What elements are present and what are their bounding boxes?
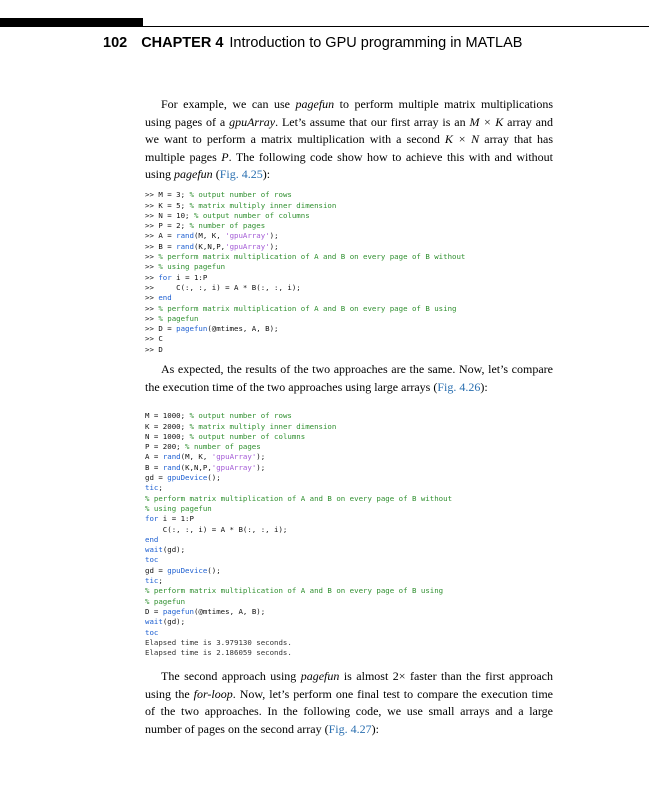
code-block-pagefun-example: >> M = 3; % output number of rows >> K = 5; % matrix multiply inner dimension >> N = 10; % output number of columns >> P = 2; % number of pages >> A = rand(M, K, 'gpuArray'); >> B = rand(K,N,P,'gpuArray'); >> % perform matrix multiplication of A and B on every page of B without >> % using pagefun >> for i = 1:P >> C(:, :, i) = A * B(:, :, i); >> end >> % perform matrix multiplication of A and B on every page of B using >> % pagefun >> D = pagefun(@mtimes, A, B); >> C >> D: [145, 190, 466, 354]
paragraph-conclusion: The second approach using pagefun is almost 2× faster than the first approach using the for-loop. Now, let’s perform one final test to compare the execution time of the two approaches. In the following code, we use small arrays and a large number of pages on the second array (Fig. 4.27):: [145, 669, 553, 736]
code-block-timing-comparison: M = 1000; % output number of rows K = 2000; % matrix multiply inner dimension N = 1000; % output number of columns P = 200; % number of pages A = rand(M, K, 'gpuArray'); B = rand(K,N,P,'gpuArray'); gd = gpuDevice(); tic; % perform matrix multiplication of A and B on every page of B without % using pagefun for i = 1:P C(:, :, i) = A * B(:, :, i); end wait(gd); toc gd = gpuDevice(); tic; % perform matrix multiplication of A and B on every page of B using % pagefun D = pagefun(@mtimes, A, B); wait(gd); toc Elapsed time is 3.979130 seconds. Elapsed time is 2.186059 seconds.: [145, 411, 453, 658]
figure-link-4-26[interactable]: Fig. 4.26: [437, 379, 481, 394]
paragraph-comparison: As expected, the results of the two approaches are the same. Now, let’s compare the execution time of the two approaches using large arrays (Fig. 4.26):: [145, 362, 553, 394]
paragraph-intro: For example, we can use pagefun to perform multiple matrix multiplications using pages of a gpuArray. Let’s assume that our first array is an M × K array and we want to perform a matrix multiplication with a second K × N array that has multiple pages P. The following code show how to achieve this with and without using pagefun (Fig. 4.25):: [145, 97, 554, 181]
header-rule: [143, 26, 649, 27]
figure-link-4-25[interactable]: Fig. 4.25: [219, 167, 263, 181]
header-black-bar: [0, 18, 143, 27]
page-number: 102: [103, 35, 128, 51]
chapter-title: Introduction to GPU programming in MATLAB: [229, 35, 523, 51]
elapsed-time-output-1: Elapsed time is 3.979130 seconds.: [145, 637, 292, 647]
figure-link-4-27[interactable]: Fig. 4.27: [328, 721, 372, 736]
chapter-label: CHAPTER 4: [141, 35, 224, 51]
running-head: [103, 34, 522, 52]
elapsed-time-output-2: Elapsed time is 2.186059 seconds.: [145, 648, 292, 658]
